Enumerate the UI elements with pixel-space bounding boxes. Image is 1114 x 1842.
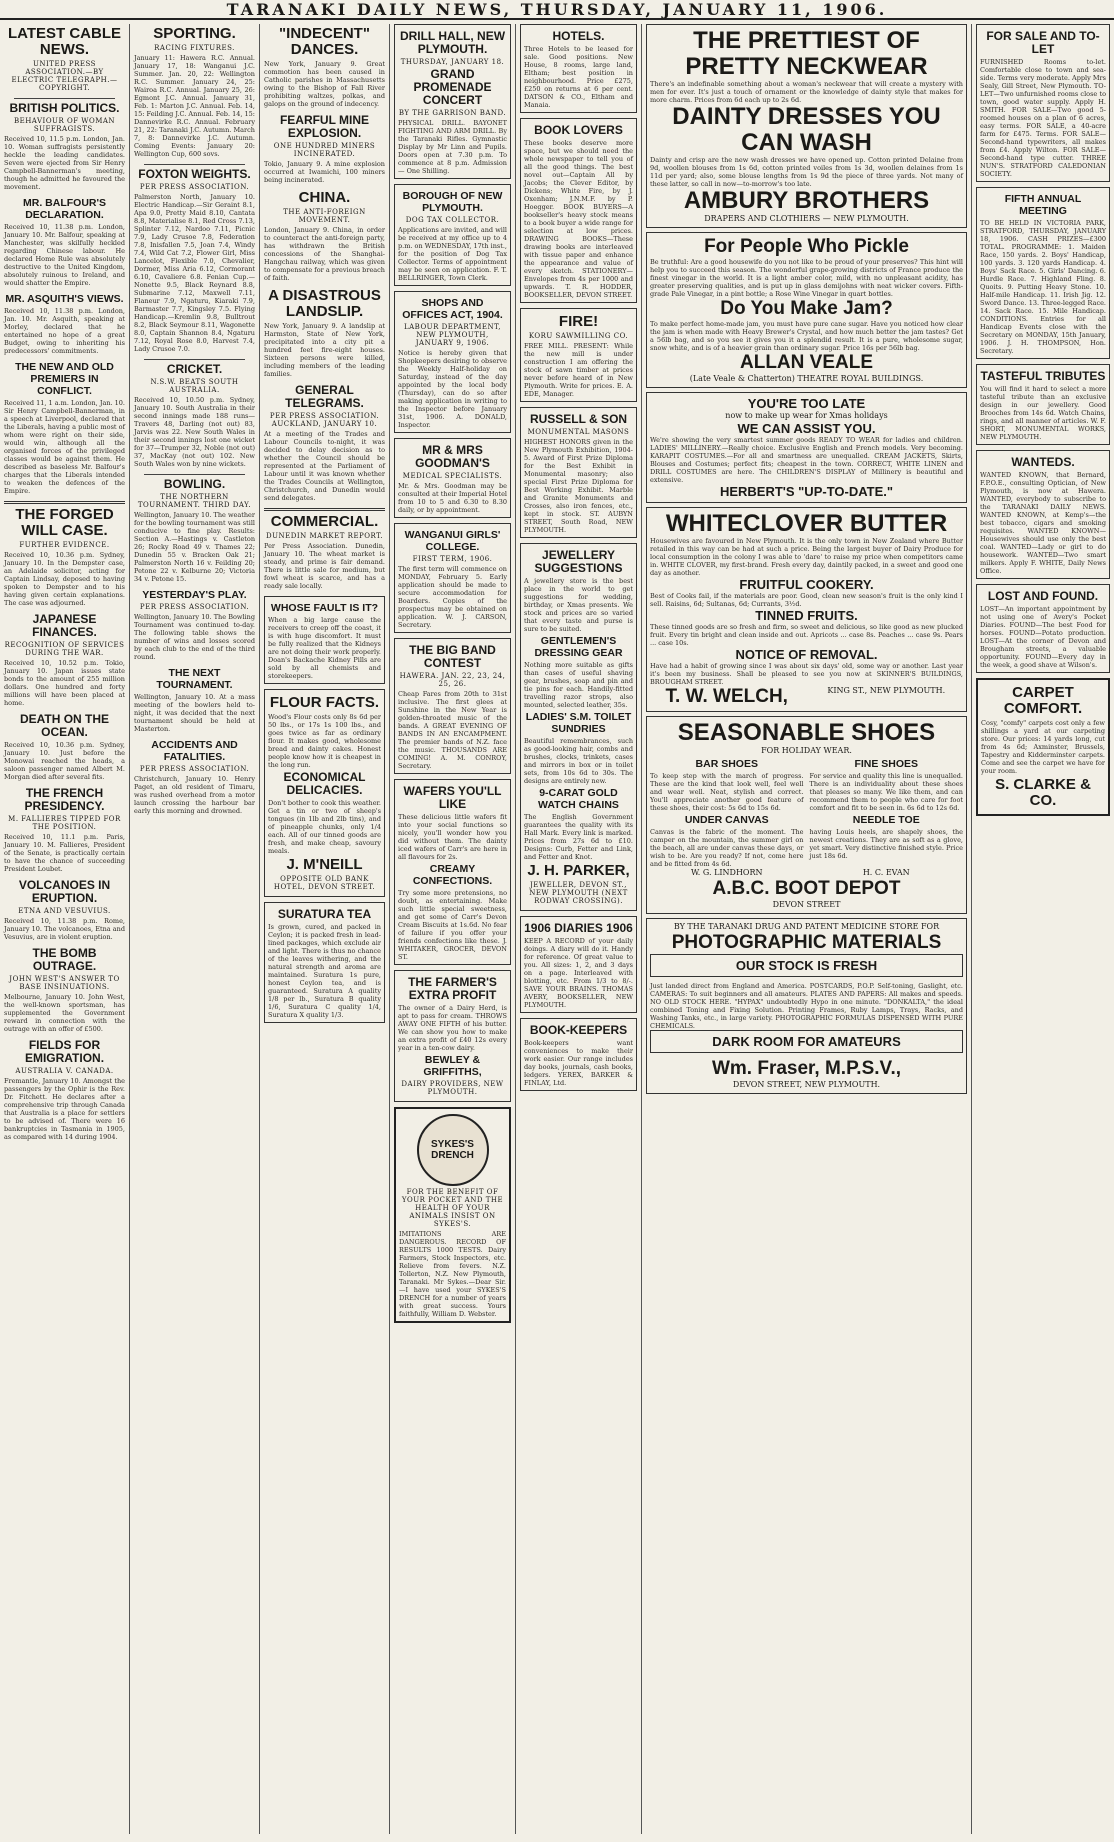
article-subhead: PER PRESS ASSOCIATION. AUCKLAND, JANUARY 10. [269, 412, 380, 428]
article-body: HIGHEST HONORS given in the New Plymouth Exhibition, 1904-5. Award of First Prize Diploma for the Best Exhibit in Monumental masonry; also special First Prize Diploma for Best Working Exhibit. Marble and Granite Monuments and Crosses, also iron fences, etc., kept in stock. ST. AUBYN STREET, South Road, NEW PLYMOUTH. [524, 438, 633, 534]
article-subhead: JOHN WEST'S ANSWER TO BASE INSINUATIONS. [9, 975, 120, 991]
ad-body: Have had a habit of growing since I was about six days' old, some way or another. Last year it's been my business. Shall be pleased to see you now at SKINNER'S BUILDINGS, BROUGHAM STREET. [650, 662, 963, 686]
article-subhead: ETNA AND VESUVIUS. [18, 907, 111, 915]
advertiser-address: OPPOSITE OLD BANK HOTEL, DEVON STREET. [273, 875, 376, 891]
pickle-advertisement [646, 232, 967, 388]
article-headline: BOROUGH OF NEW PLYMOUTH. [402, 190, 503, 214]
article-body: Applications are invited, and will be received at my office up to 4 p.m. on WEDNESDAY, 17th inst., for the position of Dog Tax Collector. Terms of appointment may be seen on application. F. T. BELLRINGER, Town Clerk. [398, 226, 507, 282]
article [4, 102, 125, 191]
article-body: When a big large cause the receivers to creep off the coast, it is with huge discomfort. It must be fully realized that the Kidneys are not doing their work properly. Doan's Backache Kidney Pills are sold by all chemists and storekeepers. [268, 616, 381, 680]
article-subhead: MEDICAL SPECIALISTS. [402, 472, 503, 480]
classified-section [976, 24, 1110, 182]
ad-advertiser: ALLAN VEALE [740, 352, 873, 373]
section-body: You will find it hard to select a more tasteful tribute than an exclusive design in our jewellery. Good Brooches from 14s 6d. Watch Chains, rings, and all manner of articles. W. F. SHORT, MONUMENTAL WORKS, NEW PLYMOUTH. [980, 385, 1106, 441]
article-body: The English Government guarantees the quality with its Hall Mark. Every link is marked. Prices from 27s 6d to £10. Designs: Curb, Fetter and Link, and Fetter and Knot. [524, 813, 633, 861]
article-body: KEEP A RECORD of your daily doings. A diary will do it. Handy for reference. Of great value to you. All sizes: 1, 2, and 3 days on a page. Interleaved with blotting, etc. From 1/3 to 8/-. SAVE YOUR BRAINS. THOMAS AVERY, BOOKSELLER, NEW PLYMOUTH. [524, 937, 633, 1009]
article [134, 589, 255, 661]
article-headline: FOXTON WEIGHTS. [138, 167, 251, 181]
article-headline: "INDECENT" DANCES. [279, 25, 370, 58]
ad-title: PHOTOGRAPHIC MATERIALS [671, 932, 942, 953]
article-body: Wellington, January 10. The weather for the bowling tournament was still conducive to fine play. Results: Section A.—Hastings v. Castleton 26; Rocky Road 49 v. Thames 22; Dunedin 55 v. Bracken Oak 21; Palmerston North 16 v. Feilding 20; Petone 22 v. Kelburne 20; Victoria 34 v. Petone 15. [134, 511, 255, 583]
article-headline: 9-CARAT GOLD WATCH CHAINS [538, 787, 619, 811]
article [4, 947, 125, 1033]
article [4, 613, 125, 707]
article-headline: CRICKET. [166, 362, 223, 376]
section-body: TO BE HELD IN VICTORIA PARK, STRATFORD, THURSDAY, JANUARY 18, 1906. CASH PRIZES—£300 TOTAL. PROGRAMME: 1. Maiden Race, 150 yards. 2. Boys' Handicap, 100 yards. 3. 120 yards Handicap. 4. Boys' Sack Race. 5. Girls' Dancing. 6. Hurdle Race. 7. Highland Fling. 8. Quoits. 9. Putting Heavy Stone. 10. Half-mile Handicap. 11. Irish Jig. 12. Sword Dance. 13. Three-legged Race. 14. Sack Race. 15. Mile Handicap. CONDITIONS. Entries for all Handicap Events close with the Secretary on MONDAY, 15th January, 1906. J. H. THOMPSON, Hon. Secretary. [980, 219, 1106, 355]
article-body: Book-keepers want conveniences to make their work easier. Our range includes day books, journals, cash books, ledgers. YEREX, BARKER & FINLAY, Ltd. [524, 1039, 633, 1087]
section-heading: LOST AND FOUND. [987, 589, 1099, 603]
article [4, 197, 125, 287]
ad-title: NOTICE OF REMOVAL. [735, 647, 878, 662]
article-headline: A DISASTROUS LANDSLIP. [268, 287, 381, 320]
article-subhead: MONUMENTAL MASONS [527, 428, 630, 436]
article-headline: BRITISH POLITICS. [9, 101, 120, 115]
article-headline: FIELDS FOR EMIGRATION. [24, 1038, 105, 1065]
ad-column [810, 756, 964, 868]
advertiser-name: J. H. PARKER, [527, 862, 630, 879]
ad-body: Housewives are favoured in New Plymouth. It is the only town in New Zealand where Butter retailed in this way can be had at such a price. Being the largest buyer of Dairy Produce for local consumption in the colony I was able to 'dare' to raise my price when competitors came in. WHITE CLOVER, my first-brand. Fresh every day, daintily packed, in a sweet and good one day as another. [650, 537, 963, 577]
article-headline: THE FORGED WILL CASE. [15, 506, 114, 539]
ad-advertiser: T. W. WELCH, [665, 686, 788, 707]
article-headline: DEATH ON THE OCEAN. [19, 712, 110, 739]
advertisement [394, 24, 511, 179]
article-subhead: ONE HUNDRED MINERS INCINERATED. [273, 142, 376, 158]
ad-advertiser: HERBERT'S "UP-TO-DATE." [719, 484, 894, 499]
article-body: Mr. & Mrs. Goodman may be consulted at their Imperial Hotel from 10 to 5 and 6.30 to 8.30 daily, or by appointment. [398, 482, 507, 514]
advertisement [264, 902, 385, 1023]
advertisement [394, 1107, 511, 1323]
section-heading: WANTEDS. [1011, 455, 1075, 469]
article-headline: 1906 DIARIES 1906 [524, 921, 633, 935]
section-body: Cosy, "comfy" carpets cost only a few shillings a yard at our carpeting store. Our prices: 14 yards long, cut from 4s 6d; Axminster, Brussels, Tapestry and Kidderminster carpets. Come and see the carpet we have for your room. [981, 719, 1105, 775]
ad-subtitle: now to make up wear for Xmas holidays [725, 411, 888, 420]
advertisement [394, 523, 511, 633]
article-body: Received 10, 11.38 p.m. London, January 10. Mr. Balfour, speaking at Manchester, was skilfully heckled regarding Chinese labour. He declared Home Rule was absolutely destructive to the United Kingdom, absolutely ruinous to Ireland, and would shatter the Empire. [4, 223, 125, 287]
article-headline: MR. BALFOUR'S DECLARATION. [23, 197, 106, 221]
article-headline: THE NEW AND OLD PREMIERS IN CONFLICT. [15, 361, 114, 397]
advertisement [520, 308, 637, 402]
masthead: TARANAKI DAILY NEWS, THURSDAY, JANUARY 11, 1906. [0, 0, 1114, 20]
ad-column-body: For service and quality this line is unequalled. There is an individuality about these shoes that pleases so many. We like them, and can recommend them to people who care for foot comfort and fit to be seen in. 6s 6d to 12s 6d. [809, 772, 963, 812]
advertisement [394, 970, 511, 1102]
article-subhead: LABOUR DEPARTMENT, NEW PLYMOUTH, JANUARY 9, 1906. [403, 323, 502, 347]
ad-subtitle: FOR HOLIDAY WEAR. [761, 746, 852, 755]
ad-advertiser: AMBURY BROTHERS [683, 187, 930, 214]
ad-address: DEVON STREET, NEW PLYMOUTH. [732, 1080, 881, 1089]
article-subhead: KORU SAWMILLING CO. [528, 332, 629, 340]
article-body: Cheap Fares from 20th to 31st inclusive. The first glees at Sunshine in the New Year is golden-throated music of the bands. A GREAT EVENING OF BANDS IN AN ENCAMPMENT. The premier bands of N.Z. face the music. THOUSANDS ARE COMING! A. M. CONROY, Secretary. [398, 690, 507, 770]
divider [14, 98, 115, 99]
ad-title: Do You Make Jam? [720, 298, 893, 319]
article-headline: GENTLEMEN'S DRESSING GEAR [534, 635, 623, 659]
article [4, 507, 125, 607]
article-body: January 11: Hawera R.C. Annual. January 17, 18: Wanganui J.C. Summer. Jan. 20, 22: Wellington R.C. Summer. January 24, 25: Wairoa R.C. Annual. January 25, 26: Egmont J.C. Annual. January 31, Feb. 1: Marton J.C. Annual. Feb. 14, 15: Feilding J.C. Annual. Feb. 14, 15: Dannevirke R.C. Annual. February 21, 22: Taranaki J.C. Autumn. March 7, 8: Dannevirke J.C. Autumn. Coming Events: January 20: Wellington Cup, 600 sovs. [134, 54, 255, 158]
article-subhead: PER PRESS ASSOCIATION. [139, 765, 250, 773]
article-headline: DRILL HALL, NEW PLYMOUTH. [399, 29, 506, 56]
section-body: WANTED KNOWN, that Bernard, F.P.O.E., consulting Optician, of New Plymouth, is now at Hawera. WANTED, everybody to subscribe to the TARANAKI DAILY NEWS. WANTED KNOWN, at Kemp's—the best tobacco, cigars and smoking requisites. WANTED KNOWN—Housewives should use only the best coal. WANTED—Lady or girl to do housework. WANTED—Two smart milkers. Apply F. WHITE, Daily News Office. [980, 471, 1106, 575]
article-body: Don't bother to cook this weather. Get a tin or two of sheep's tongues (in 1lb and 2lb tins), and of pineapple chunks, only 1/4 each. All of our tinned goods are fresh, and make cheap, savoury meals. [268, 799, 381, 855]
column-3 [260, 24, 390, 1834]
ad-body: Just landed direct from England and America. POSTCARDS, P.O.P. Self-toning, Gaslight, etc. CAMERAS: To suit beginners and all amateurs. PLATES AND PAPERS: All makes and speeds. NO OLD STOCK HERE. "HYPAX" undoubtedly Hypo in one minute. "DONKALTA," the ideal combined Toning and Fixing Solution. Printing Frames, Ruby Lamps, Trays, Racks, and Washing Tanks, etc., in large variety. PHOTOGRAPHIC FORMULAS DISPENSED WITH PURE CHEMICALS. [650, 982, 963, 1030]
advertisement [520, 407, 637, 538]
ad-callout [650, 954, 963, 977]
article-headline: CHINA. [298, 189, 351, 206]
ad-title: WHITECLOVER BUTTER [665, 510, 948, 537]
article-body: FREE MILL. PRESENT: While the new mill is under construction I am offering the stock of sawn timber at prices never before heard of in New Plymouth. Write for prices. E. A. EDE, Manager. [524, 342, 633, 398]
article-headline: FIRE! [558, 313, 599, 330]
article-subhead: FURTHER EVIDENCE. [19, 541, 110, 549]
article-subhead: DUNEDIN MARKET REPORT. [265, 532, 384, 540]
article-headline: THE BIG BAND CONTEST [409, 643, 496, 670]
article-headline: FLOUR FACTS. [269, 694, 380, 711]
article-body: Wood's Flour costs only 8s 6d per 50 lbs., or 17s 1s 100 lbs., and goes twice as far as ordinary flour. It makes good, wholesome bread and dainty cakes. Honest people know how it is cheapest in the long run. [268, 713, 381, 769]
article-body: Beautiful remembrances, such as good-looking hair, combs and brushes, clocks, trinkets, cases and mirrors in box or in toilet sets, from 10s 6d to 30s. The designs are entirely new. [524, 737, 633, 785]
classified-section [976, 584, 1110, 673]
divider [4, 501, 125, 504]
article-subhead: PER PRESS ASSOCIATION. [139, 183, 250, 191]
article [4, 1039, 125, 1141]
article-body: Wellington, January 10. The Bowling Tournament was continued to-day. The following table shows the number of wins and losses scored by each club to the end of the third round. [134, 613, 255, 661]
ad-advertiser: A.B.C. BOOT DEPOT [712, 878, 901, 899]
section-heading: FIFTH ANNUAL MEETING [1004, 193, 1082, 217]
article-subhead: THURSDAY, JANUARY 18. [400, 58, 505, 66]
ad-signature-row [650, 686, 963, 708]
article-headline: JAPANESE FINANCES. [32, 612, 97, 639]
article-headline: SHOPS AND OFFICES ACT, 1904. [402, 297, 503, 321]
classified-section [976, 678, 1110, 816]
article [134, 739, 255, 815]
advertisement [394, 291, 511, 433]
photographic-advertisement [646, 918, 967, 1094]
advertiser-name: J. M'NEILL [286, 856, 363, 873]
article-headline: WANGANUI GIRLS' COLLEGE. [404, 529, 501, 553]
article-headline: MR & MRS GOODMAN'S [415, 443, 490, 470]
article-headline: ECONOMICAL DELICACIES. [283, 770, 366, 797]
article-body: Palmerston North, January 10. Electric Handicap.—Sir Geraint 8.1, Apa 9.0, Pretty Maid 8.10, Cantata 8.8, Materialise 8.1, Red Cross 7.13, Splinter 7.12, Nardoo 7.11, Picnic 7.9, Lady Crusoe 7.8, Federation 7.8, Inisfallen 7.5, Joan 7.4, Windy 7.4, Wild Cat 7.2, Flower Girl, Miss Lancelot, Flexible 7.0, Chevalier, Dormer, Miss Aria 6.12, Cormorant 6.10, Cavaliere 6.8. Fenian Cup.—Nonette 9.5, Black Reynard 8.8, Submarine 7.12, Maxwell 7.11, Flaneur 7.9, Ngaturu, Kiaraki 7.9, Barmaster 7.7, Kingsley 7.5. Flying Handicap.—Kremlin 9.8, Bulltrout 8.2, Black Seymour 8.11, Wagonette 8.0, Captain Shannon 8.4, Ngaturu 7.12, Royal Rose 8.0, Harvest 7.4, Lady Crusoe 7.0. [134, 193, 255, 353]
article [4, 879, 125, 941]
advertisement [520, 916, 637, 1013]
ad-column-heading: NEEDLE TOE [852, 814, 920, 826]
divider [264, 508, 385, 511]
ad-column-heading: UNDER CANVAS [684, 814, 769, 826]
sykes-drench-bottle-icon [417, 1114, 489, 1186]
ad-signature-row [650, 868, 963, 878]
advertisement [520, 1018, 637, 1091]
section-body: LOST—An important appointment by not using one of Avery's Pocket Diaries. FOUND—The best Food for horses. FOUND—Potato production. LOST—At the corner of Devon and Brougham streets, a valuable opportunity. FOUND—Every day in the week, a good shave at Wilson's. [980, 605, 1106, 669]
ad-title: FRUITFUL COOKERY. [739, 577, 874, 592]
divider [144, 164, 245, 165]
article-headline: THE BOMB OUTRAGE. [32, 946, 97, 973]
article-headline: THE FARMER'S EXTRA PROFIT [408, 975, 497, 1002]
ad-advertiser: Wm. Fraser, M.P.S.V., [711, 1058, 902, 1079]
advertiser-name: S. CLARKE & CO. [995, 776, 1091, 809]
article-headline: WHOSE FAULT IS IT? [270, 602, 379, 614]
ad-column [650, 756, 804, 868]
article-subhead: THE NORTHERN TOURNAMENT. THIRD DAY. [137, 493, 252, 509]
classified-section [976, 364, 1110, 445]
ad-logo-text: SYKES'S DRENCH [431, 1139, 474, 1161]
advertiser-name: BEWLEY & GRIFFITHS, [423, 1054, 482, 1078]
column-1 [0, 24, 130, 1834]
article-headline: BOOK-KEEPERS [529, 1023, 628, 1037]
ad-intro: BY THE TARANAKI DRUG AND PATENT MEDICINE STORE FOR [673, 922, 940, 931]
article-body: Received 10, 10.50 p.m. Sydney, January 10. South Australia in their second innings made 188 runs—Travers 48, Darling (not out) 83, Jarvis was 22. New South Wales in their second innings lost one wicket for 37—Trumper 32, Noble (not out) 37, MacKay (not out) 102. New South Wales won by nine wickets. [134, 396, 255, 468]
article-headline: LATEST CABLE NEWS. [7, 25, 122, 58]
article-body: IMITATIONS ARE DANGEROUS. RECORD OF RESULTS 1000 TESTS. Dairy Farmers, Stock Inspectors, etc. Relieve from fevers. N.Z. Tollerton, N.Z. New Plymouth, Taranaki. Mr Sykes.—Dear Sir.—I have used your SYKES'S DRENCH for a number of years with great success. Yours faithfully, William D. Webster. [399, 1230, 506, 1318]
column-7 [972, 24, 1114, 1834]
article [4, 787, 125, 873]
article-headline: BOOK LOVERS [534, 123, 623, 137]
ad-title: YOU'RE TOO LATE [747, 396, 866, 411]
article-body: Nothing more suitable as gifts than cases of useful shaving gear, brushes, soap and pin and tie pins for each. Handily-fitted travelling razor strops, also mounted, selected leather, 35s. [524, 661, 633, 709]
divider [144, 474, 245, 475]
article-body: Received 10, 10.36 p.m. Sydney, January 10. Just before the Monowai reached the heads, a saloon passenger named Albert M. Morgan died after several fits. [4, 741, 125, 781]
article-headline: RUSSELL & SON [529, 412, 628, 426]
ad-body: Be truthful: Are a good housewife do you not like to be proud of your preserves? This hint will help you to succeed this season. The wonderful grape-growing districts of France produce the finest vinegar in the world. It is a light amber color, mild, with no unpleasant acidity, has greater preserving qualities, and is put up in glass demijohns with neat wicker covers. Fifth-grade Pale Vinegar, in a pint bottle; a Rose Wine Vinegar in quart bottles. [650, 258, 963, 298]
shoes-advertisement [646, 716, 967, 914]
article-headline: GENERAL TELEGRAMS. [285, 383, 364, 410]
column-2 [130, 24, 260, 1834]
article [4, 293, 125, 355]
article-subhead: BY THE GARRISON BAND. [398, 109, 507, 117]
article-headline: LADIES' S.M. TOILET SUNDRIES [525, 711, 632, 735]
article-headline: SPORTING. [153, 25, 236, 42]
article-headline: SURATURA TEA [277, 907, 372, 921]
column-5 [516, 24, 642, 1834]
advertiser-address: DAIRY PROVIDERS, NEW PLYMOUTH. [401, 1080, 504, 1096]
column-4 [390, 24, 516, 1834]
article [264, 114, 385, 184]
advertisement [264, 596, 385, 684]
classified-section [976, 450, 1110, 579]
advertisement [520, 24, 637, 113]
column-6 [642, 24, 972, 1834]
article-body: Received 10, 11.38 p.m. London, Jan. 10. Mr. Asquith, speaking at Morley, declared that he entertained no hope of a great Budget, owing to inheriting his predecessors' commitments. [4, 307, 125, 355]
article-headline: JEWELLERY SUGGESTIONS [534, 548, 623, 575]
article-subhead: HAWERA. JAN. 22, 23, 24, 25, 26. [399, 672, 506, 688]
article-body: New York, January 9. Great commotion has been caused in Catholic parishes in Massachusetts owing to the Bishop of Fall River prohibiting waltzes, polkas, and galops on the ground of indecency. [264, 60, 385, 108]
ad-proprietor: W. G. LINDHORN [690, 868, 763, 877]
article-subhead: PER PRESS ASSOCIATION. [139, 603, 250, 611]
article [134, 363, 255, 468]
article [134, 667, 255, 733]
advertisement [520, 543, 637, 911]
advertisement [394, 638, 511, 774]
ad-title: WE CAN ASSIST YOU. [737, 421, 876, 436]
article-headline: ACCIDENTS AND FATALITIES. [151, 739, 238, 763]
ad-column-body: Canvas is the fabric of the moment. The camper on the mountain, the summer girl on the beach, all are under canvas these days, or wish to be. Are you ready? If not, come here and be fitted from 4s 6d. [650, 828, 804, 868]
article-headline: GRAND PROMENADE CONCERT [413, 67, 492, 107]
article-body: Received 10, 11.38 p.m. Rome, January 10. The volcanoes, Etna and Vesuvius, are in violent eruption. [4, 917, 125, 941]
ad-title: For People Who Pickle [704, 236, 909, 257]
article-headline: THE FRENCH PRESIDENCY. [24, 786, 105, 813]
divider [144, 359, 245, 360]
advertisement [394, 438, 511, 518]
article-subhead: N.S.W. BEATS SOUTH AUSTRALIA. [150, 378, 239, 394]
article [264, 384, 385, 502]
article [4, 361, 125, 495]
article [264, 190, 385, 282]
article-headline: HOTELS. [552, 29, 605, 43]
article-headline: CREAMY CONFECTIONS. [412, 863, 493, 887]
ad-proprietor: H. C. EVAN [862, 868, 910, 877]
article-body: Received 10, 11.5 p.m. London, Jan. 10. Woman suffragists persistently heckle the leading candidates. Seven were ejected from Sir Henry Campbell-Bannerman's meeting, though he admitted he favoured the movement. [4, 135, 125, 191]
article-body: Received 10, 10.36 p.m. Sydney, January 10. In the Dempster case, an Adelaide solicitor, acting for Captain Lindsay, deposed to having spoken to Dempster and to his having given certain explanations. The case was adjourned. [4, 551, 125, 607]
article [134, 26, 255, 158]
ad-title: SEASONABLE SHOES [677, 719, 936, 746]
classified-section [976, 187, 1110, 359]
section-heading: FOR SALE AND TO-LET [986, 29, 1100, 56]
article-headline: COMMERCIAL. [270, 513, 379, 530]
herberts-advertisement [646, 392, 967, 503]
article [134, 168, 255, 353]
article-subhead: UNITED PRESS ASSOCIATION.—BY ELECTRIC TELEGRAPH.—COPYRIGHT. [11, 60, 118, 92]
ad-address: DRAPERS AND CLOTHIERS — NEW PLYMOUTH. [704, 214, 909, 223]
article-headline: FEARFUL MINE EXPLOSION. [279, 113, 370, 140]
ad-column-body: To keep step with the march of progress. These are the kind that look well, feel well and wear well. Neat, stylish and correct. You'll appreciate another good feature of these shoes, their cost: 5s 6d to 15s 6d. [650, 772, 804, 812]
article-body: Received 10, 10.52 p.m. Tokio, January 10. Japan issues state bonds to the amount of 255 million dollars. One hundred and forty millions will have been placed at home. [4, 659, 125, 707]
article-subhead: BEHAVIOUR OF WOMAN SUFFRAGISTS. [13, 117, 116, 133]
article-body: These books deserve more space, but we should need the whole newspaper to tell you of all the good things. The best novel out—Captain All by Jacobs; the Clever Editor, by Dickens; White Fire, by J. Oxenham; J.N.M.F. by P. Hoegger. BOOK BUYERS—A bookseller's heavy stock means to a book buyer a wide range for selection at low prices. DRAWING BOOKS—These drawing books are interleaved with tissue paper and enhance the appearance and value of every sketch. STATIONERY—Envelopes from 4s per 1000 and upwards. T. R. HODDER, BOOKSELLER, DEVON STREET. [524, 139, 633, 299]
article-body: Notice is hereby given that Shopkeepers desiring to observe the Weekly Half-holiday on Saturday, instead of the day appointed by the local body (Thursday), can do so after making application in writing to the Inspector before January 31st, 1906. A. DONALD, Inspector. [398, 349, 507, 429]
article-body: Christchurch, January 10. Henry Paget, an old resident of Timaru, was rushed overhead from a motor launch crossing the harbour bar early this morning and drowned. [134, 775, 255, 815]
article-subhead: DOG TAX COLLECTOR. [405, 216, 500, 224]
advertiser-address: JEWELLER, DEVON ST., NEW PLYMOUTH (NEXT RODWAY CROSSING). [529, 881, 628, 905]
ad-body: We're showing the very smartest summer goods READY TO WEAR for ladies and children. LADIES' MILLINERY.—Really choice. Exclusive English and French models. Very becoming. KARAPIT COSTUMES.—For all and smartness are unequalled. CREAM JACKETS, Skirts, Blouses and Costumes; perfect fits; cheapest in the town. CORRECT, WHITE LINEN and DRILL COSTUMES are here. The CHILDREN'S DISPLAY of Millinery is beautiful and extensive. [650, 436, 963, 484]
article-body: Three Hotels to be leased for sale. Good positions. New House, 8 rooms, large land, Eltham; best position in neighbourhood. Price £275, £250 on returns at 6 per cent. DATSON & CO., Eltham and Manaia. [524, 45, 633, 109]
ad-callout [650, 1030, 963, 1053]
article [134, 478, 255, 583]
ad-address: DEVON STREET [772, 900, 841, 909]
article-body: These delicious little wafers fit into your social functions so nicely, you'll wonder how you did without them. The dainty iced wafers of Carr's are here in all flavours for 2s. [398, 813, 507, 861]
article-body: London, January 9. China, in order to counteract the anti-foreign party, has withdrawn the British concessions of the Shanghai-Hangchau railway, which was given to compensate for a previous breach of faith. [264, 226, 385, 282]
article [264, 514, 385, 590]
article-body: Fremantle, January 10. Amongst the passengers by the Ophir is the Rev. Dr. Fitchett. He declares after a comprehensive trip through Canada that Australia is a place for settlers to be advised of. There were 16 bankruptcies in Tasmania in 1905, as compared with 14 during 1904. [4, 1077, 125, 1141]
article-subhead: RACING FIXTURES. [154, 44, 235, 52]
article-body: At a meeting of the Trades and Labour Councils to-night, it was decided to delay decision as to whether the Council should be represented at the Parliament of Labour until it was known whether the Trades Councils at Wellington, Christchurch, and Dunedin would send delegates. [264, 430, 385, 502]
article-body: New York, January 9. A landslip at Harmston, State of New York, precipitated into a city pit a hundred feet fire-eight houses. Sixteen persons were killed, including members of the leading families. [264, 322, 385, 378]
article [264, 288, 385, 378]
ad-body: Best of Cooks fail, if the materials are poor. Good, clean new season's fruit is the only kind I sell. Raisins, 6d; Sultanas, 6d; Currants, 3½d. [650, 592, 963, 608]
article-headline: BOWLING. [163, 477, 226, 491]
article-body: Received 11, 1 a.m. London, Jan. 10. Sir Henry Campbell-Bannerman, in a speech at Liverpool, declared that the Liberals, having a public most of whom were right on their side, would win, although all the organised forces of the privileged classes would be against them. He described as baseless Mr. Balfour's charges that the Liberals intended to weaken the defences of the Empire. [4, 399, 125, 495]
advertisement [394, 184, 511, 286]
article-subhead: M. FALLIERES TIPPED FOR THE POSITION. [8, 815, 121, 831]
article [4, 26, 125, 92]
article-body: Is grown, cured, and packed in Ceylon; it is packed fresh in lead-lined packages, which exclude air and light. There is thus no chance of the leaves withering, and the natural strength and aroma are maintained. Suratura 1s pure, honest Ceylon tea, and is guaranteed. Suratura A quality 1/8 per lb., Suratura B quality 1/6, Suratura C quality 1/4, Suratura X quality 1/3. [268, 923, 381, 1019]
article-headline: VOLCANOES IN ERUPTION. [18, 878, 111, 905]
article-subhead: FIRST TERM, 1906. [412, 555, 493, 563]
advertisement [520, 118, 637, 303]
ad-column-body: having Louis heels, are shapely shoes, the newest creations. They are as soft as a glove, yet smart. Very distinctive finished style. Price just 18s 6d. [809, 828, 964, 860]
article-headline: MR. ASQUITH'S VIEWS. [5, 293, 124, 305]
article-body: The owner of a Dairy Herd, is apt to pass for cream. THROWS AWAY ONE FIFTH of his butter. We can show you how to make an extra profit of £40 12s every year in a ten-cow dairy. [398, 1004, 507, 1052]
section-heading: CARPET COMFORT. [1003, 684, 1083, 717]
article-headline: YESTERDAY'S PLAY. [142, 589, 247, 601]
ad-address: (Late Veale & Chatterton) THEATRE ROYAL BUILDINGS. [689, 374, 924, 383]
article-body: Received 10, 11.1 p.m. Paris, January 10. M. Fallieres, President of the Senate, is practically certain to have the chance of succeeding President Loubet. [4, 833, 125, 873]
article-subhead: RECOGNITION OF SERVICES DURING THE WAR. [4, 641, 125, 657]
butter-advertisement [646, 507, 967, 712]
article-body: Try some more pretensions, no doubt, as entertaining. Make such little special sweetness, and get some of Carr's Devon Cream Biscuits at 1s.6d. No fear of failure if you offer your friends confections like these. J. WHITAKER, GROCER, DEVON ST. [398, 889, 507, 961]
article-body: Wellington, January 10. At a mass meeting of the bowlers held to-night, it was decided that the next tournament should be held at Masterton. [134, 693, 255, 733]
article-body: Per Press Association. Dunedin, January 10. The wheat market is steady, and prime is fair demand. There is little sale for medium, but fowl wheat is scarce, and has a ready sale locally. [264, 542, 385, 590]
article [4, 713, 125, 781]
ad-column-heading: FINE SHOES [854, 758, 919, 770]
article-subhead: AUSTRALIA V. CANADA. [15, 1067, 114, 1075]
ad-title: DAINTY DRESSES YOU CAN WASH [672, 103, 941, 156]
article-headline: WAFERS YOU'LL LIKE [403, 784, 502, 811]
article-subhead: FOR THE BENEFIT OF YOUR POCKET AND THE HEALTH OF YOUR ANIMALS INSIST ON SYKES'S. [401, 1188, 504, 1228]
article-headline: THE NEXT TOURNAMENT. [156, 667, 233, 691]
section-heading: TASTEFUL TRIBUTES [980, 369, 1106, 383]
ad-body: These tinned goods are so fresh and firm, so sweet and delicious, so like good as new plucked fruit. Every tin bright and clean inside and out. Apricots ... case 8s. Peaches ... case 9s. Pears ... case 10s. [650, 623, 963, 647]
article-subhead: THE ANTI-FOREIGN MOVEMENT. [283, 208, 366, 224]
ad-title: THE PRETTIEST OF PRETTY NECKWEAR [685, 27, 928, 80]
article-body: A jewellery store is the best place in the world to get suggestions for wedding, birthday, or Xmas presents. We stock and prices are so varied that every taste and purse is sure to be suited. [524, 577, 633, 633]
ad-callout-text: DARK ROOM FOR AMATEURS [712, 1034, 901, 1049]
article [264, 26, 385, 108]
ad-columns [650, 756, 963, 868]
ad-address: KING ST., NEW PLYMOUTH. [827, 686, 946, 695]
ad-callout-text: OUR STOCK IS FRESH [735, 958, 878, 973]
advertisement [394, 779, 511, 965]
ad-body: Dainty and crisp are the new wash dresses we have opened up. Cotton printed Delaine from 9d, woollen blouses from 1s 6d, cotton printed voiles from 1s 3d, woollen delaines from 1s 11d per yard; also, some blouse lengths from 1s 9d the piece of three yards. Not many of these latter, so call in now—to-morrow's too late. [650, 156, 963, 188]
section-body: FURNISHED Rooms to-let. Comfortable close to town and sea-side. Terms very moderate. Apply Mrs Sealy, Gill Street, New Plymouth. TO-LET—Two unfurnished rooms close to town, good water supply. Apply H. SMITH. FOR SALE—Two good 5-roomed houses on a plan of 6 acres, easy terms. FOR SALE, a 40-acre farm for £475. Terms. FOR SALE—Second-hand typewriters, all makes from £4. Apply Wilton. FOR SALE—Second-hand type cutter. THREE NUN'S. STRATFORD CALEDONIAN SOCIETY. [980, 58, 1106, 178]
article-body: Tokio, January 9. A mine explosion occurred at Iwamichi, 100 miners being incinerated. [264, 160, 385, 184]
ad-title: TINNED FRUITS. [755, 608, 858, 623]
neckwear-advertisement [646, 24, 967, 228]
article-body: PHYSICAL DRILL. BAYONET FIGHTING AND ARM DRILL. By the Taranaki Rifles. Gymnastic Display by Mr Linn and Pupils. Doors open at 7.30 p.m. To commence at 8 p.m. Admission — One Shilling. [398, 119, 507, 175]
ad-column-heading: BAR SHOES [695, 758, 758, 770]
article-body: Melbourne, January 10. John West, the well-known sportsman, has supplemented the Government reward in connection with the outrage with an offer of £500. [4, 993, 125, 1033]
article-body: The first term will commence on MONDAY, February 5. Early application should be made to secure accommodation for Boarders. Copies of the prospectus may be obtained on application. W. J. CARSON, Secretary. [398, 565, 507, 629]
advertisement [264, 689, 385, 897]
ad-body: There's an indefinable something about a woman's neckwear that will create a mystery with men for ever. It's just a touch of ornament or the knowledge of dainty style that makes for more charm. Prices from 6d each up to 2s 6d. [650, 80, 963, 104]
ad-body: To make perfect home-made jam, you must have pure cane sugar. Have you noticed how clear the jam is when made with Heavy Brewer's Crystal, and how much better the jam tastes? Get a 56lb bag, and so you see it gives you it a splendid result. It is a pure, wholesome sugar, snow white, and is of a heavier grain than ordinary sugar. Price 16s per 56lb bag. [650, 320, 963, 352]
